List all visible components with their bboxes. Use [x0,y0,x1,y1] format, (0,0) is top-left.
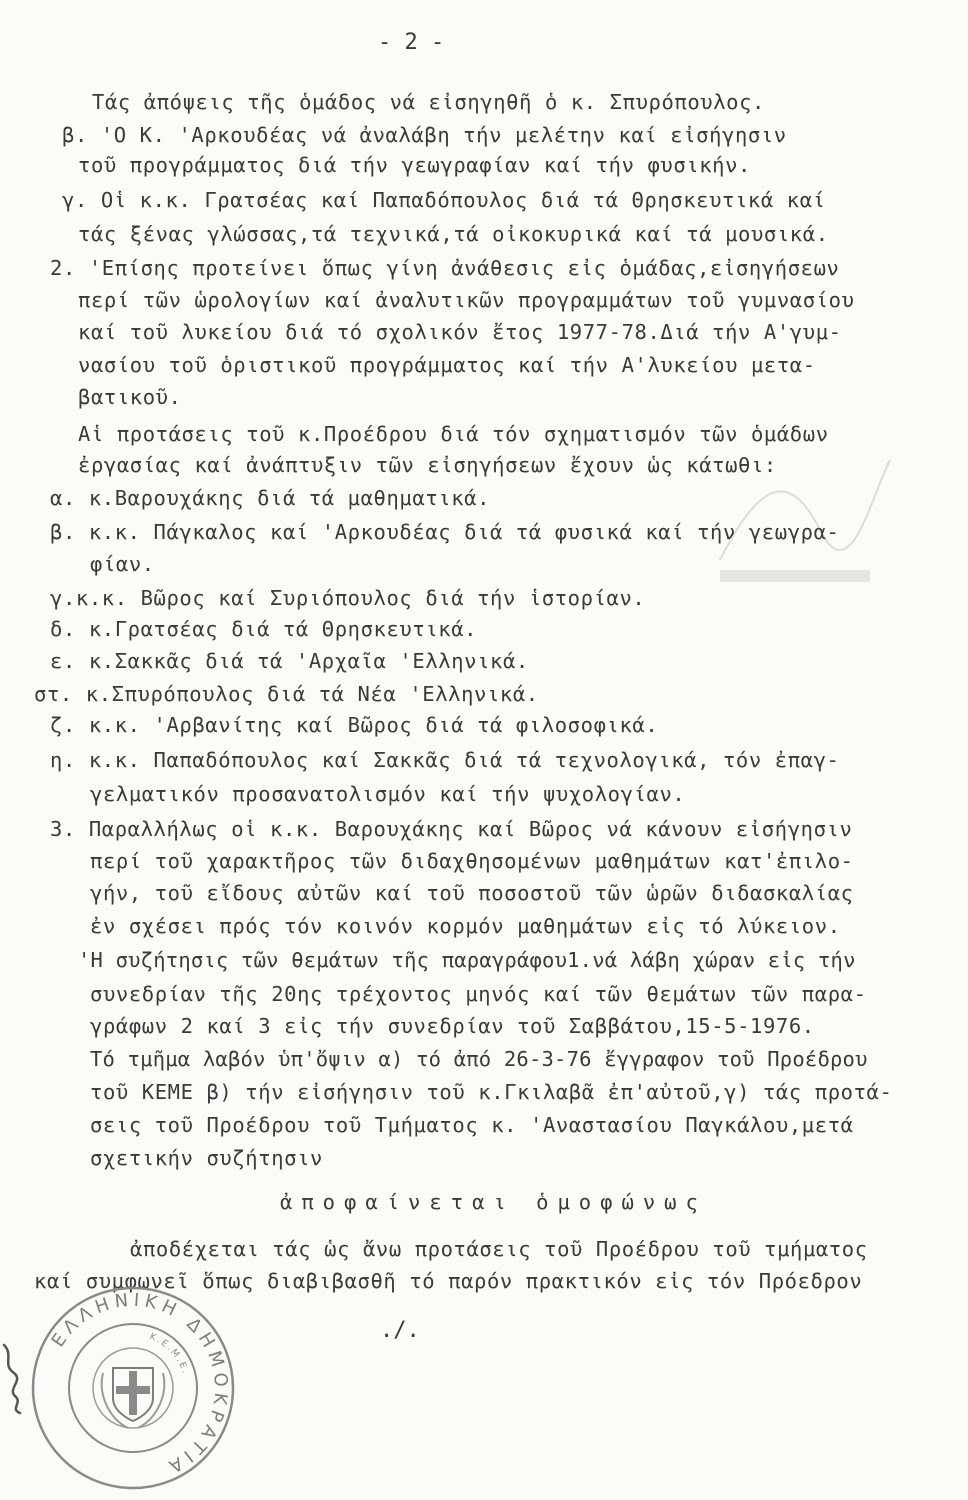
text-line: σεις τοῦ Προέδρου τοῦ Τμήματος κ. 'Αναστασίου Παγκάλου,μετά [90,1113,854,1137]
text-line: ἐν σχέσει πρός τόν κοινόν κορμόν μαθημάτων εἰς τό λύκειον. [90,914,841,938]
text-line: ἐργασίας καί ἀνάπτυξιν τῶν εἰσηγήσεων ἔχουν ὡς κάτωθι: [78,453,777,477]
text-line: β. κ.κ. Πάγκαλος καί 'Αρκουδέας διά τά φυσικά καί τήν γεωγρα- [50,520,840,544]
page-number: - 2 - [378,30,445,55]
text-line: β. 'Ο Κ. 'Αρκουδέας νά ἀναλάβη τήν μελέτην καί εἰσήγησιν [62,123,787,147]
text-line: συνεδρίαν τῆς 20ης τρέχοντος μηνός καί τῶν θεμάτων τῶν παρα- [90,982,867,1006]
text-line: στ. κ.Σπυρόπουλος διά τά Νέα 'Ελληνικά. [34,682,539,706]
text-line: ζ. κ.κ. 'Αρβανίτης καί Βῶρος διά τά φιλοσοφικά. [50,713,659,737]
text-line: 'Η συζήτησις τῶν θεμάτων τῆς παραγράφου1.νά λάβη χώραν εἰς τήν [78,948,856,972]
text-line: γ.κ.κ. Βῶρος καί Συριόπουλος διά τήν ἱστορίαν. [50,586,646,610]
text-line: περί τῶν ὡρολογίων καί ἀναλυτικῶν προγραμμάτων τοῦ γυμνασίου [78,288,855,312]
text-line: τοῦ προγράμματος διά τήν γεωγραφίαν καί τήν φυσικήν. [78,153,751,177]
text-line: η. κ.κ. Παπαδόπουλος καί Σακκᾶς διά τά τεχνολογικά, τόν ἐπαγ- [50,748,840,772]
text-line: φίαν. [90,552,155,576]
seal-inner-text: Κ.Ε.Μ.Ε. [147,1331,191,1377]
seal-outer-text: ΕΛΛΗΝΙΚΗ ΔΗΜΟΚΡΑΤΙΑ [47,1289,232,1479]
text-line: γράφων 2 καί 3 εἰς τήν συνεδρίαν τοῦ Σαββάτου,15-5-1976. [90,1014,815,1038]
text-line: α. κ.Βαρουχάκης διά τά μαθηματικά. [50,486,491,510]
text-line: ε. κ.Σακκᾶς διά τά 'Αρχαῖα 'Ελληνικά. [50,649,529,673]
text-line: βατικοῦ. [78,385,182,409]
official-seal [28,1283,238,1493]
decision-heading: ἀποφαίνεται ὁμοφώνως [280,1190,707,1214]
text-line: γελματικόν προσανατολισμόν καί τήν ψυχολογίαν. [90,782,686,806]
text-line: τάς ξένας γλώσσας,τά τεχνικά,τά οἰκοκυρικά καί τά μουσικά. [78,222,829,246]
text-line: δ. κ.Γρατσέας διά τά Θρησκευτικά. [50,617,478,641]
text-line: σχετικήν συζήτησιν [90,1146,323,1170]
bleed-through-mark [700,440,900,590]
text-line: Αἱ προτάσεις τοῦ κ.Προέδρου διά τόν σχηματισμόν τῶν ὁμάδων [78,422,829,446]
text-line: 2. 'Επίσης προτείνει ὅπως γίνη ἀνάθεσις εἰς ὁμάδας,εἰσηγήσεων [50,256,840,280]
text-line: καί συμφωνεῖ ὅπως διαβιβασθῆ τό παρόν πρακτικόν εἰς τόν Πρόεδρον [34,1269,863,1293]
text-line: περί τοῦ χαρακτῆρος τῶν διδαχθησομένων μαθημάτων κατ'ἐπιλο- [90,849,854,873]
handwritten-signature [0,1335,28,1415]
text-line: γ. Οἱ κ.κ. Γρατσέας καί Παπαδόπουλος διά τά Θρησκευτικά καί [62,188,826,212]
continuation-mark: ./. [380,1318,420,1343]
text-line: τοῦ ΚΕΜΕ β) τήν εἰσήγησιν τοῦ κ.Γκιλαβᾶ ἐπ'αὐτοῦ,γ) τάς προτά- [90,1080,893,1104]
text-line: 3. Παραλλήλως οἱ κ.κ. Βαρουχάκης καί Βῶρος νά κάνουν εἰσήγησιν [50,817,853,841]
text-line: Τό τμῆμα λαβόν ὑπ'ὄψιν α) τό ἀπό 26-3-76 ἔγγραφον τοῦ Προέδρου [90,1047,868,1071]
text-line: νασίου τοῦ ὁριστικοῦ προγράμματος καί τήν Α'λυκείου μετα- [78,353,816,377]
text-line: καί τοῦ λυκείου διά τό σχολικόν ἔτος 1977-78.Διά τήν Α'γυμ- [78,320,842,344]
text-line: γήν, τοῦ εἴδους αὐτῶν καί τοῦ ποσοστοῦ τῶν ὡρῶν διδασκαλίας [90,881,854,905]
text-line: ἀποδέχεται τάς ὡς ἄνω προτάσεις τοῦ Προέδρου τοῦ τμήματος [130,1237,868,1261]
text-line: Τάς ἀπόψεις τῆς ὁμάδος νά εἰσηγηθῆ ὁ κ. Σπυρόπουλος. [92,90,765,114]
